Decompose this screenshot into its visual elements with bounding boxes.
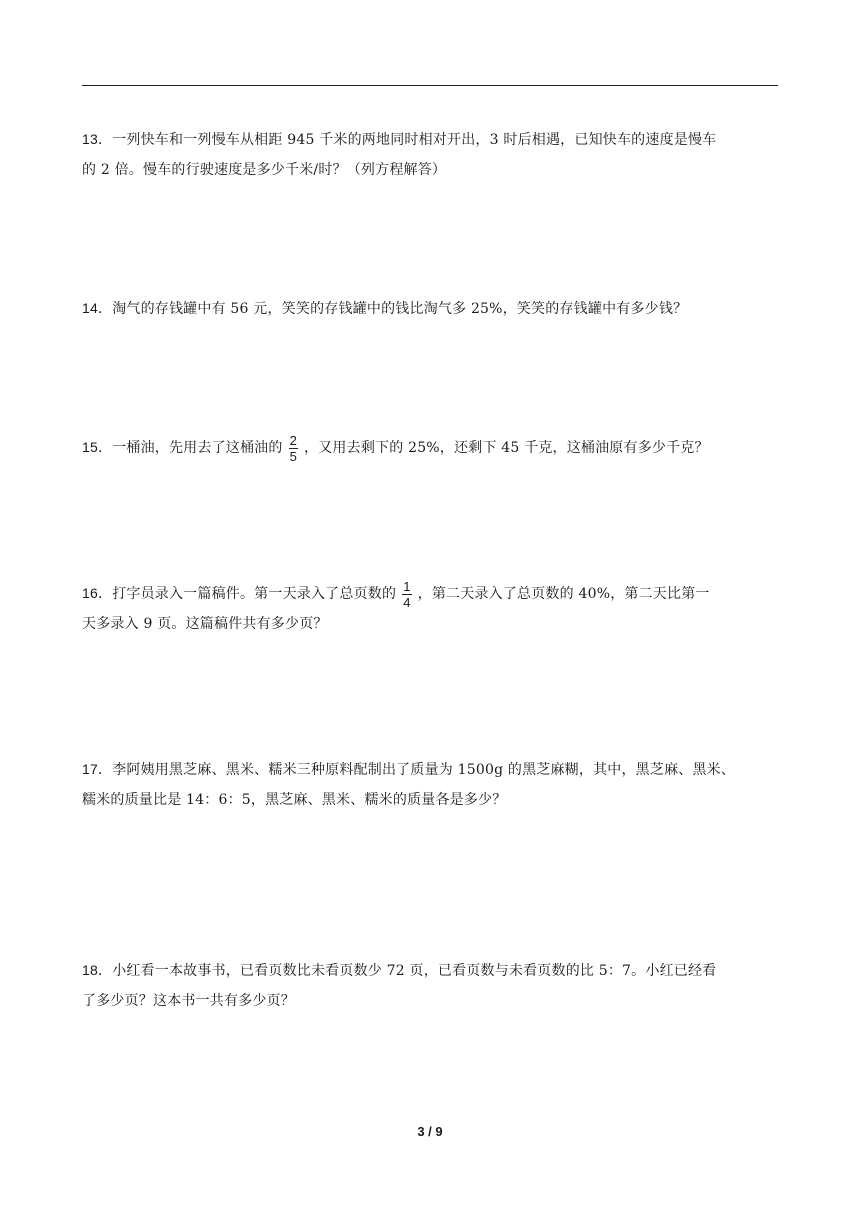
question-18-line-2: 了多少页？这本书一共有多少页？ (82, 993, 295, 1009)
fraction-denominator: 4 (403, 594, 411, 610)
question-number: 17． (82, 761, 113, 777)
question-16 (82, 578, 782, 639)
question-number: 16． (82, 585, 113, 601)
question-13-line-1 (82, 124, 782, 155)
question-number: 13． (82, 131, 113, 147)
header-rule (82, 85, 778, 86)
question-18-line-1 (82, 955, 782, 986)
page-number: 3 / 9 (417, 1124, 443, 1139)
question-16-line-1 (82, 578, 782, 609)
fraction-denominator: 5 (289, 448, 298, 464)
question-text-after-fraction: ，又用去剩下的 25%，还剩下 45 千克，这桶油原有多少千克？ (304, 440, 709, 456)
question-17 (82, 754, 782, 815)
question-18 (82, 955, 782, 1016)
question-text-after-fraction: ，第二天录入了总页数的 40%，第二天比第一 (417, 586, 710, 602)
question-text-before-fraction: 一桶油，先用去了这桶油的 (112, 440, 283, 456)
question-text: 淘气的存钱罐中有 56 元，笑笑的存钱罐中的钱比淘气多 25%，笑笑的存钱罐中有多少钱？ (112, 301, 688, 317)
question-15 (82, 432, 782, 463)
question-text: 小红看一本故事书，已看页数比未看页数少 72 页，已看页数与未看页数的比 5：7。小红已经看 (112, 963, 717, 979)
question-14-line-1 (82, 293, 782, 324)
question-number: 14． (82, 300, 113, 316)
question-text: 李阿姨用黑芝麻、黑米、糯米三种原料配制出了质量为 1500g 的黑芝麻糊，其中，黑芝麻、黑米、 (112, 762, 736, 778)
question-text: 一列快车和一列慢车从相距 945 千米的两地同时相对开出，3 时后相遇，已知快车的速度是慢车 (112, 132, 717, 148)
question-14 (82, 293, 782, 324)
fraction-numerator: 1 (403, 578, 411, 594)
fraction-numerator: 2 (289, 432, 298, 448)
question-number: 15． (82, 439, 113, 455)
question-13 (82, 124, 782, 185)
question-13-line-2: 的 2 倍。慢车的行驶速度是多少千米/时？（列方程解答） (82, 162, 447, 178)
fraction (402, 580, 411, 609)
fraction (289, 434, 298, 463)
question-17-line-2: 糯米的质量比是 14：6：5，黑芝麻、黑米、糯米的质量各是多少？ (82, 792, 507, 808)
question-number: 18． (82, 962, 113, 978)
question-15-line-1 (82, 432, 782, 463)
question-17-line-1 (82, 754, 782, 785)
question-text-before-fraction: 打字员录入一篇稿件。第一天录入了总页数的 (112, 586, 397, 602)
question-16-line-2: 天多录入 9 页。这篇稿件共有多少页？ (82, 616, 328, 632)
